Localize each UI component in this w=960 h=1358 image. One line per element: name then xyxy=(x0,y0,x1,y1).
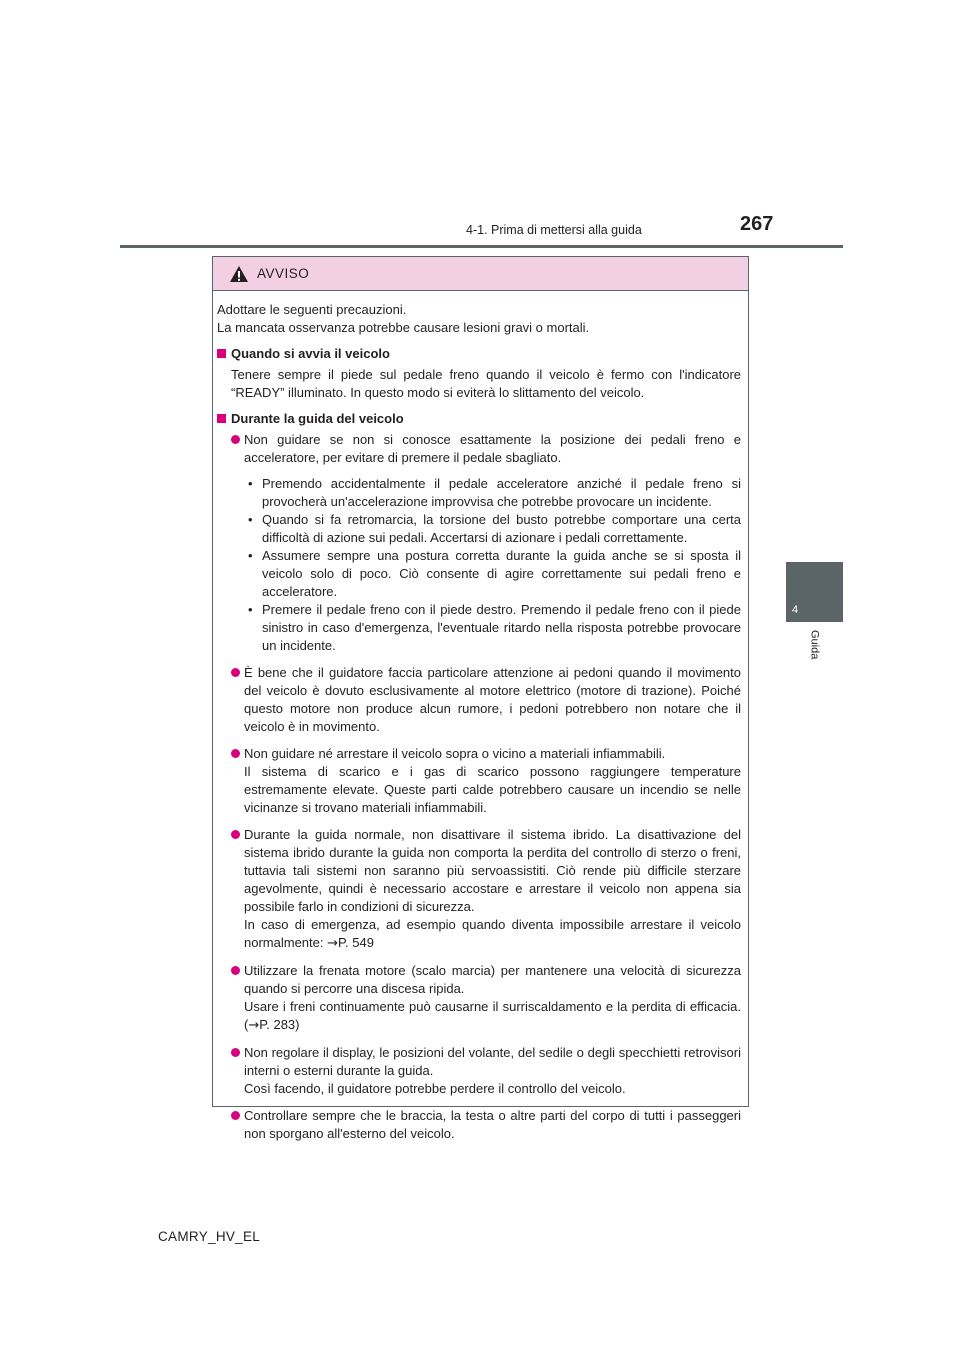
warning-body xyxy=(213,291,748,1143)
sub-item-text: Premere il pedale freno con il piede destro. Premendo il pedale freno con il piede sinistro in caso d'emergenza, l'eventuale ritardo nella risposta potrebbe provocare un incidente. xyxy=(262,602,741,653)
warning-items xyxy=(231,431,741,1143)
section-heading-text: Quando si avvia il veicolo xyxy=(231,346,390,361)
item-text-part: In caso di emergenza, ad esempio quando diventa impossibile arrestare il veicolo normalmente: xyxy=(244,917,741,950)
intro-line: Adottare le seguenti precauzioni. xyxy=(217,302,407,317)
circle-bullet-icon xyxy=(231,966,240,975)
sub-item-text: Quando si fa retromarcia, la torsione del busto potrebbe comportare una certa difficoltà di azione sui pedali. Accertarsi di azionare i pedali correttamente. xyxy=(262,512,741,545)
sub-item-text: Assumere sempre una postura corretta durante la guida anche se si sposta il veicolo solo di poco. Ciò consente di agire correttamente sui pedali freno e acceleratore. xyxy=(262,548,741,599)
item-text: Non guidare se non si conosce esattamente la posizione dei pedali freno e acceleratore, per evitare di premere il pedale sbagliato. xyxy=(244,432,741,465)
sub-bullet-icon: • xyxy=(248,476,253,491)
arrow-right-icon: → xyxy=(248,1018,260,1033)
sub-item xyxy=(248,601,741,655)
page-number: 267 xyxy=(740,213,774,235)
sub-bullet-icon: • xyxy=(248,548,253,563)
item-text: Non regolare il display, le posizioni del volante, del sedile o degli specchietti retrovisori interni o esterni durante la guida. xyxy=(244,1045,741,1078)
item-text xyxy=(244,916,741,953)
sub-list xyxy=(244,475,741,655)
square-bullet-icon xyxy=(217,349,226,358)
item-text: Utilizzare la frenata motore (scalo marcia) per mantenere una velocità di sicurezza quando si percorre una discesa ripida. xyxy=(244,963,741,996)
sub-item xyxy=(248,475,741,511)
circle-bullet-icon xyxy=(231,668,240,677)
sub-item xyxy=(248,547,741,601)
warning-item xyxy=(231,1044,741,1098)
warning-item xyxy=(231,1107,741,1143)
arrow-right-icon: → xyxy=(327,936,339,951)
intro-line: La mancata osservanza potrebbe causare lesioni gravi o mortali. xyxy=(217,320,590,335)
item-text: Non guidare né arrestare il veicolo sopra o vicino a materiali infiammabili. xyxy=(244,746,666,761)
circle-bullet-icon xyxy=(231,830,240,839)
section-paragraph: Tenere sempre il piede sul pedale freno quando il veicolo è fermo con l'indicatore “READY” illuminato. In questo modo si eviterà lo slittamento del veicolo. xyxy=(231,367,741,400)
header-divider xyxy=(120,245,843,248)
circle-bullet-icon xyxy=(231,435,240,444)
warning-item xyxy=(231,664,741,736)
item-text: Controllare sempre che le braccia, la testa o altre parti del corpo di tutti i passeggeri non sporgano all'esterno del veicolo. xyxy=(244,1108,741,1141)
warning-box xyxy=(212,256,749,1141)
item-text: Durante la guida normale, non disattivare il sistema ibrido. La disattivazione del sistema ibrido durante la guida non comporta la perdita del controllo di sterzo o freni, tuttavia tali sistemi non saranno più servoassistiti. Ciò rende più difficile sterzare agevolmente, quindi è necessario accostare e arrestare il veicolo non appena sia possibile farlo in condizioni di sicurezza. xyxy=(244,827,741,914)
page-reference[interactable]: P. 283) xyxy=(259,1017,300,1032)
section-heading xyxy=(217,410,741,428)
warning-item xyxy=(231,962,741,1035)
section-title: 4-1. Prima di mettersi alla guida xyxy=(466,223,642,237)
sub-bullet-icon: • xyxy=(248,512,253,527)
warning-triangle-icon xyxy=(229,265,249,283)
circle-bullet-icon xyxy=(231,749,240,758)
circle-bullet-icon xyxy=(231,1048,240,1057)
warning-item xyxy=(231,826,741,953)
chapter-label xyxy=(786,630,843,680)
square-bullet-icon xyxy=(217,414,226,423)
item-text: Il sistema di scarico e i gas di scarico possono raggiungere temperature estremamente elevate. Queste parti calde potrebbero causare un incendio se nelle vicinanze si trovano materiali infiammabili. xyxy=(244,764,741,815)
item-text xyxy=(244,998,741,1035)
item-text-part: Usare i freni continuamente può causarne il surriscaldamento e la perdita di efficacia. ( xyxy=(244,999,741,1032)
page-reference[interactable]: P. 549 xyxy=(338,935,374,950)
section-heading-text: Durante la guida del veicolo xyxy=(231,411,404,426)
warning-item xyxy=(231,745,741,817)
warning-title: AVVISO xyxy=(257,266,310,281)
section-heading xyxy=(217,345,741,363)
sub-bullet-icon: • xyxy=(248,602,253,617)
warning-header xyxy=(213,257,748,291)
document-code: CAMRY_HV_EL xyxy=(158,1229,261,1244)
chapter-label-text: Guida xyxy=(808,630,821,660)
sub-item-text: Premendo accidentalmente il pedale acceleratore anziché il pedale freno si provocherà un'accelerazione improvvisa che potrebbe provocare un incidente. xyxy=(262,476,741,509)
item-text: Così facendo, il guidatore potrebbe perdere il controllo del veicolo. xyxy=(244,1081,626,1096)
item-text: È bene che il guidatore faccia particolare attenzione ai pedoni quando il movimento del veicolo è dovuto esclusivamente al motore elettrico (motore di trazione). Poiché questo motore non produce alcun rumore, i pedoni potrebbero non notare che il veicolo è in movimento. xyxy=(244,665,741,734)
circle-bullet-icon xyxy=(231,1111,240,1120)
sub-item xyxy=(248,511,741,547)
warning-item xyxy=(231,431,741,655)
chapter-number: 4 xyxy=(792,604,799,616)
warning-intro xyxy=(217,301,741,337)
